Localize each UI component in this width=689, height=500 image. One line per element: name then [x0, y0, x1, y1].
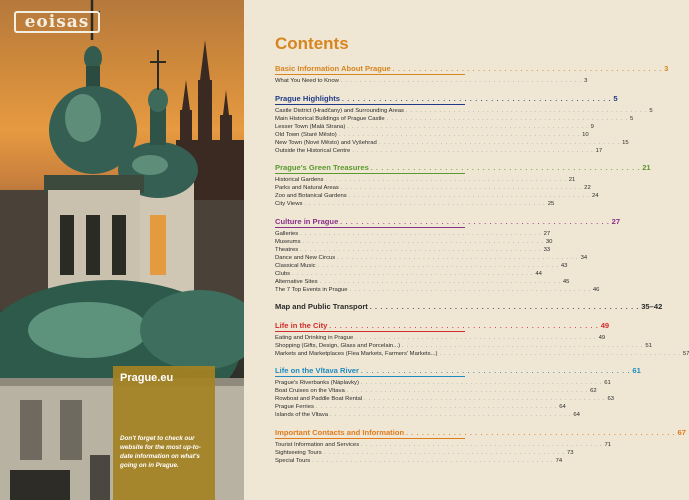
- entry-page-number: 15: [622, 139, 629, 146]
- toc-entry[interactable]: [275, 123, 594, 131]
- dot-leader: . . . . . . . . . . . . . . . . . . . . . . . . . . . . . . . . . . . . . . . . . . . . . . . . . . .: [300, 230, 542, 237]
- section-title: Important Contacts and Information: [275, 427, 405, 437]
- table-of-contents: [275, 64, 689, 473]
- entry-page-number: 74: [555, 457, 563, 464]
- section-page-number: 21: [642, 163, 651, 172]
- entry-title: Parks and Natural Areas: [275, 185, 339, 191]
- dot-leader: . . . . . . . . . . . . . . . . . . . . . . . . . . . . . . . . . . . . . . . . . . . . . . . . . . .: [360, 380, 603, 386]
- toc-entry[interactable]: [275, 334, 606, 342]
- entry-title: Tourist Information and Services: [275, 441, 360, 448]
- entry-title: City Views: [275, 201, 303, 207]
- entry-page-number: 51: [645, 342, 652, 349]
- section-page-number: 27: [611, 216, 621, 226]
- dot-leader: . . . . . . . . . . . . . . . . . . . . . . . . . . . . . . . . . . . . . . . . . . . . . . . . . . .: [300, 246, 542, 253]
- toc-entry[interactable]: [275, 176, 576, 184]
- toc-section: [275, 427, 686, 465]
- entry-title: Islands of the Vltava: [275, 412, 329, 418]
- entry-page-number: 30: [545, 238, 553, 245]
- toc-entry[interactable]: [275, 77, 588, 85]
- entry-title: Main Historical Buildings of Prague Castle: [275, 115, 385, 122]
- section-page-number: 5: [613, 93, 618, 103]
- section-page-number: 3: [664, 64, 669, 73]
- toc-section: [275, 163, 651, 208]
- dot-leader: . . . . . . . . . . . . . . . . . . . . . . . . . . . . . . . . . . . . . . . . . . . . . . . . . . .: [304, 201, 546, 207]
- toc-entry[interactable]: [275, 457, 563, 465]
- dot-leader: . . . . . . . . . . . . . . . . . . . . . . . . . . . . . . . . . . . . . . . . . . . . . . . . . . .: [315, 404, 558, 410]
- toc-entry[interactable]: [275, 238, 553, 246]
- dot-leader: . . . . . . . . . . . . . . . . . . . . . . . . . . . . . . . . . . . . . . . . . . . . . . . . . . .: [340, 78, 583, 84]
- entry-title: Dance and New Circus: [275, 254, 336, 261]
- entry-title: Historical Gardens: [275, 177, 324, 183]
- section-page-number: 49: [600, 320, 610, 330]
- entry-page-number: 34: [580, 254, 588, 261]
- entry-title: Old Town (Staré Město): [275, 131, 337, 138]
- entry-page-number: 5: [649, 107, 653, 114]
- cover-photo: [0, 0, 244, 500]
- toc-entry[interactable]: [275, 379, 611, 387]
- dot-leader: . . . . . . . . . . . . . . . . . . . . . . . . . . . . . . . . . . . . . . . . . . . . . . . . . . .: [348, 193, 591, 199]
- toc-section-heading[interactable]: [275, 216, 621, 227]
- entry-title: Castle District (Hradčany) and Surrounding Areas: [275, 107, 404, 114]
- dot-leader: . . . . . . . . . . . . . . . . . . . . . . . . . . . . . . . . . . . . . . . . . . . . . . . . . . .: [386, 115, 628, 122]
- entry-page-number: 49: [598, 334, 606, 341]
- entry-title: Clubs: [275, 270, 291, 277]
- section-title: Prague Highlights: [275, 93, 340, 103]
- section-divider: [275, 376, 465, 377]
- toc-entry[interactable]: [275, 230, 551, 238]
- entry-page-number: 43: [560, 262, 568, 269]
- entry-title: What You Need to Know: [275, 78, 339, 84]
- section-page-number: 67: [677, 427, 686, 437]
- toc-section: [275, 93, 653, 155]
- page-title: Contents: [275, 34, 349, 53]
- section-title: Prague's Green Treasures: [275, 163, 369, 172]
- toc-entry[interactable]: [275, 441, 612, 449]
- entry-page-number: 61: [604, 380, 611, 386]
- entry-page-number: 71: [604, 441, 612, 448]
- entry-title: The 7 Top Events in Prague: [275, 286, 348, 293]
- toc-entry[interactable]: [275, 278, 570, 286]
- toc-section: [275, 366, 641, 419]
- entry-title: Prague Ferries: [275, 404, 314, 410]
- dot-leader: . . . . . . . . . . . . . . . . . . . . . . . . . . . . . . . . . . . . . . . . . . . . . . . . . . .: [341, 96, 612, 103]
- toc-entry[interactable]: [275, 139, 629, 147]
- promo-message: Don't forget to check our website for the most up-to-date information on what's going on in Prague.: [120, 435, 201, 469]
- entry-page-number: 25: [547, 201, 555, 207]
- section-divider: [275, 438, 465, 439]
- dot-leader: . . . . . . . . . . . . . . . . . . . . . . . . . . . . . . . . . . . . . . . . . . . . . . . . . . .: [406, 430, 676, 437]
- dot-leader: . . . . . . . . . . . . . . . . . . . . . . . . . . . . . . . . . . . . . . . . . . . . . . . . . . .: [340, 219, 610, 226]
- entry-title: Zoo and Botanical Gardens: [275, 193, 347, 199]
- toc-entry[interactable]: [275, 395, 614, 403]
- dot-leader: . . . . . . . . . . . . . . . . . . . . . . . . . . . . . . . . . . . . . . . . . . . . . . . . . . .: [302, 238, 544, 245]
- section-title: Map and Public Transport: [275, 302, 368, 311]
- dot-leader: . . . . . . . . . . . . . . . . . . . . . . . . . . . . . . . . . . . . . . . . . . . . . . . . . . .: [406, 107, 648, 114]
- toc-entry[interactable]: [275, 107, 653, 115]
- toc-entry[interactable]: [275, 131, 589, 139]
- section-divider: [275, 227, 465, 228]
- dot-leader: . . . . . . . . . . . . . . . . . . . . . . . . . . . . . . . . . . . . . . . . . . . . . . . . . . .: [352, 147, 594, 154]
- toc-section-heading[interactable]: [275, 366, 641, 376]
- toc-entry[interactable]: [275, 262, 568, 270]
- toc-entry[interactable]: [275, 411, 580, 419]
- dot-leader: . . . . . . . . . . . . . . . . . . . . . . . . . . . . . . . . . . . . . . . . . . . . . . . . . . .: [439, 350, 681, 357]
- toc-entry[interactable]: [275, 200, 555, 208]
- entry-title: New Town (Nové Město) and Vyšehrad: [275, 139, 377, 146]
- entry-page-number: 22: [584, 185, 591, 191]
- toc-section-heading[interactable]: [275, 427, 686, 438]
- entry-page-number: 5: [630, 115, 634, 122]
- entry-title: Rowboat and Paddle Boat Rental: [275, 396, 363, 402]
- publisher-logo: eoisas: [14, 11, 100, 33]
- dot-leader: . . . . . . . . . . . . . . . . . . . . . . . . . . . . . . . . . . . . . . . . . . . . . . . . . . .: [338, 131, 581, 138]
- entry-page-number: 21: [568, 177, 576, 183]
- section-title: Basic Information About Prague: [275, 64, 391, 73]
- dot-leader: . . . . . . . . . . . . . . . . . . . . . . . . . . . . . . . . . . . . . . . . . . . . . . . . . . .: [323, 449, 566, 456]
- entry-title: Lesser Town (Malá Strana): [275, 123, 346, 130]
- dot-leader: . . . . . . . . . . . . . . . . . . . . . . . . . . . . . . . . . . . . . . . . . . . . . . . . . . .: [325, 177, 567, 183]
- entry-page-number: 57: [682, 350, 689, 357]
- dot-leader: . . . . . . . . . . . . . . . . . . . . . . . . . . . . . . . . . . . . . . . . . . . . . . . . . . .: [361, 441, 603, 448]
- contents-page: [244, 0, 689, 500]
- section-page-number: 61: [632, 366, 641, 375]
- section-divider: [275, 331, 465, 332]
- toc-entry[interactable]: [275, 184, 591, 192]
- toc-entry[interactable]: [275, 246, 551, 254]
- toc-entry[interactable]: [275, 115, 634, 123]
- entry-title: Shopping (Gifts, Design, Glass and Porcelain...): [275, 342, 401, 349]
- entry-title: Markets and Marketplaces (Flea Markets, Farmers' Markets...): [275, 350, 438, 357]
- entry-title: Galleries: [275, 230, 299, 237]
- entry-page-number: 73: [567, 449, 574, 456]
- section-divider: [275, 173, 465, 174]
- dot-leader: . . . . . . . . . . . . . . . . . . . . . . . . . . . . . . . . . . . . . . . . . . . . . . . . . . .: [329, 323, 599, 330]
- section-page-number: 35–42: [641, 302, 663, 311]
- entry-page-number: 10: [582, 131, 589, 138]
- entry-page-number: 24: [592, 193, 599, 199]
- toc-section: [275, 216, 621, 294]
- entry-page-number: 62: [590, 388, 597, 394]
- dot-leader: . . . . . . . . . . . . . . . . . . . . . . . . . . . . . . . . . . . . . . . . . . . . . . . . . . .: [347, 123, 589, 130]
- entry-title: Eating and Drinking in Prague: [275, 334, 354, 341]
- dot-leader: . . . . . . . . . . . . . . . . . . . . . . . . . . . . . . . . . . . . . . . . . . . . . . . . . . .: [312, 457, 554, 464]
- entry-title: Outside the Historical Centre: [275, 147, 351, 154]
- entry-page-number: 17: [595, 147, 603, 154]
- promo-website-title: Prague.eu: [120, 372, 174, 384]
- toc-entry[interactable]: [275, 342, 652, 350]
- entry-title: Theatres: [275, 246, 299, 253]
- dot-leader: . . . . . . . . . . . . . . . . . . . . . . . . . . . . . . . . . . . . . . . . . . . . . . . . . . .: [392, 67, 663, 73]
- toc-section: [275, 302, 663, 312]
- dot-leader: . . . . . . . . . . . . . . . . . . . . . . . . . . . . . . . . . . . . . . . . . . . . . . . . . . .: [349, 286, 591, 293]
- toc-entry[interactable]: [275, 147, 603, 155]
- promo-box: [113, 366, 215, 500]
- dot-leader: . . . . . . . . . . . . . . . . . . . . . . . . . . . . . . . . . . . . . . . . . . . . . . . . . . .: [370, 166, 641, 172]
- dot-leader: . . . . . . . . . . . . . . . . . . . . . . . . . . . . . . . . . . . . . . . . . . . . . . . . . . .: [340, 185, 583, 191]
- section-title: Culture in Prague: [275, 216, 339, 226]
- toc-section-heading[interactable]: [275, 320, 610, 331]
- dot-leader: . . . . . . . . . . . . . . . . . . . . . . . . . . . . . . . . . . . . . . . . . . . . . . . . . . .: [346, 388, 589, 394]
- toc-section-heading[interactable]: [275, 302, 663, 312]
- toc-section: [275, 64, 669, 85]
- entry-page-number: 64: [573, 412, 580, 418]
- entry-page-number: 64: [559, 404, 566, 410]
- entry-page-number: 9: [590, 123, 594, 130]
- toc-entry[interactable]: [275, 286, 600, 294]
- toc-entry[interactable]: [275, 350, 689, 358]
- entry-title: Classical Music: [275, 262, 316, 269]
- dot-leader: . . . . . . . . . . . . . . . . . . . . . . . . . . . . . . . . . . . . . . . . . . . . . . . . . . .: [355, 334, 597, 341]
- dot-leader: . . . . . . . . . . . . . . . . . . . . . . . . . . . . . . . . . . . . . . . . . . . . . . . . . . .: [337, 254, 579, 261]
- toc-section-heading[interactable]: [275, 64, 669, 74]
- dot-leader: . . . . . . . . . . . . . . . . . . . . . . . . . . . . . . . . . . . . . . . . . . . . . . . . . . .: [319, 278, 561, 285]
- dot-leader: . . . . . . . . . . . . . . . . . . . . . . . . . . . . . . . . . . . . . . . . . . . . . . . . . . .: [364, 396, 606, 402]
- entry-page-number: 33: [543, 246, 551, 253]
- toc-entry[interactable]: [275, 449, 574, 457]
- entry-title: Alternative Sites: [275, 278, 318, 285]
- dot-leader: . . . . . . . . . . . . . . . . . . . . . . . . . . . . . . . . . . . . . . . . . . . . . . . . . . .: [378, 139, 621, 146]
- toc-section: [275, 320, 689, 358]
- entry-page-number: 63: [607, 396, 614, 402]
- entry-title: Prague's Riverbanks (Náplavky): [275, 380, 359, 386]
- entry-title: Sightseeing Tours: [275, 449, 322, 456]
- dot-leader: . . . . . . . . . . . . . . . . . . . . . . . . . . . . . . . . . . . . . . . . . . . . . . . . . . .: [360, 369, 631, 375]
- dot-leader: . . . . . . . . . . . . . . . . . . . . . . . . . . . . . . . . . . . . . . . . . . . . . . . . . . .: [369, 305, 640, 311]
- toc-entry[interactable]: [275, 387, 597, 395]
- dot-leader: . . . . . . . . . . . . . . . . . . . . . . . . . . . . . . . . . . . . . . . . . . . . . . . . . . .: [317, 262, 559, 269]
- dot-leader: . . . . . . . . . . . . . . . . . . . . . . . . . . . . . . . . . . . . . . . . . . . . . . . . . . .: [330, 412, 572, 418]
- dot-leader: . . . . . . . . . . . . . . . . . . . . . . . . . . . . . . . . . . . . . . . . . . . . . . . . . . .: [402, 342, 644, 349]
- toc-section-heading[interactable]: [275, 93, 618, 104]
- entry-page-number: 27: [543, 230, 551, 237]
- entry-title: Museums: [275, 238, 301, 245]
- section-divider: [275, 104, 465, 105]
- toc-entry[interactable]: [275, 270, 542, 278]
- toc-section-heading[interactable]: [275, 163, 651, 173]
- section-title: Life in the City: [275, 320, 328, 330]
- toc-entry[interactable]: [275, 192, 599, 200]
- entry-page-number: 45: [562, 278, 570, 285]
- dot-leader: . . . . . . . . . . . . . . . . . . . . . . . . . . . . . . . . . . . . . . . . . . . . . . . . . . .: [292, 270, 534, 277]
- section-divider: [275, 74, 465, 75]
- toc-entry[interactable]: [275, 254, 588, 262]
- entry-title: Special Tours: [275, 457, 311, 464]
- entry-title: Boat Cruises on the Vltava: [275, 388, 345, 394]
- entry-page-number: 44: [535, 270, 542, 277]
- toc-entry[interactable]: [275, 403, 566, 411]
- section-title: Life on the Vltava River: [275, 366, 359, 375]
- entry-page-number: 46: [592, 286, 600, 293]
- entry-page-number: 3: [584, 78, 588, 84]
